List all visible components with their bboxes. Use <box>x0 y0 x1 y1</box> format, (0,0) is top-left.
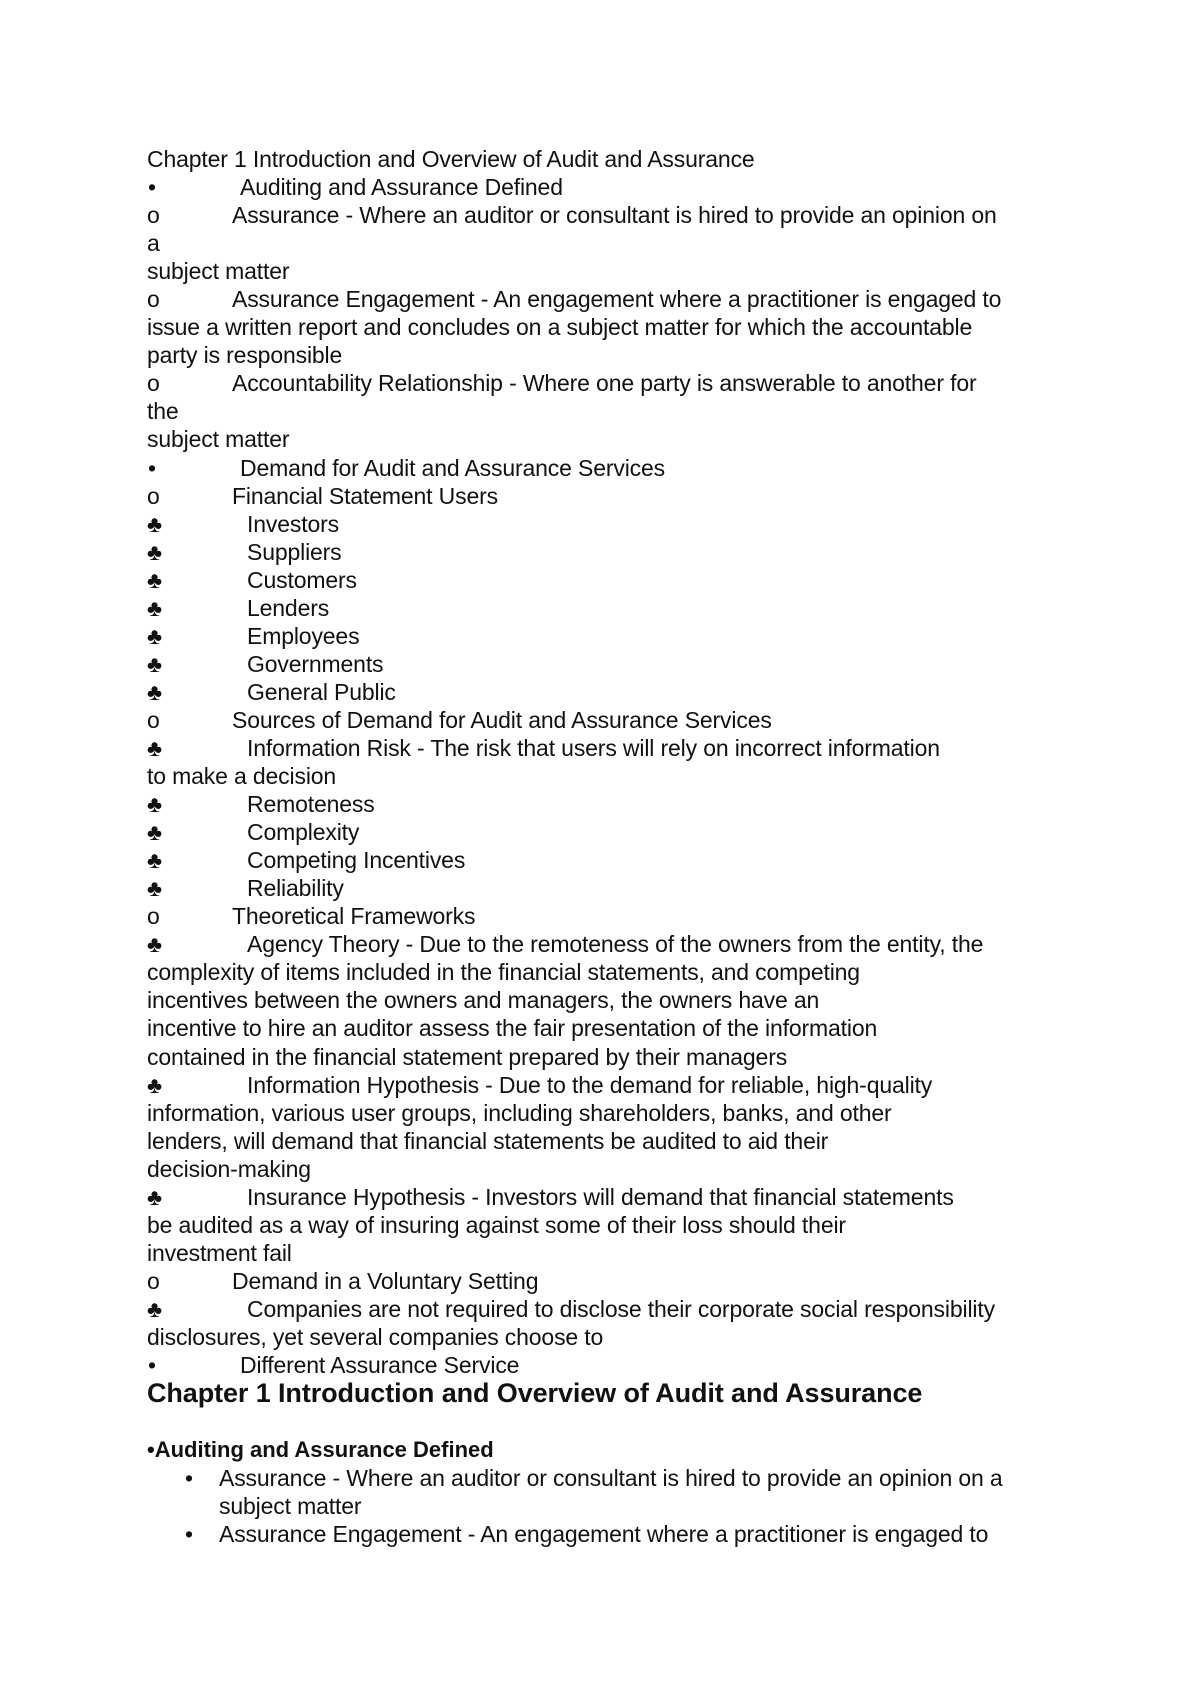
text-line <box>147 846 1067 874</box>
line-text: Accountability Relationship - Where one party is answerable to another for <box>232 370 977 397</box>
text-line <box>147 1127 1067 1155</box>
line-text: Customers <box>247 566 357 593</box>
circle-marker: o <box>147 903 160 930</box>
line-text: Investors <box>247 510 339 537</box>
line-text: Lenders <box>247 594 330 621</box>
club-marker: ♣ <box>147 622 162 649</box>
line-text: Suppliers <box>247 538 342 565</box>
formatted-notes <box>147 1376 1077 1548</box>
text-line <box>147 762 1067 790</box>
line-text: Assurance - Where an auditor or consultant is hired to provide an opinion on <box>232 202 997 229</box>
line-text: Different Assurance Service <box>240 1352 520 1379</box>
text-line <box>147 1183 1067 1211</box>
list-item-text: Assurance Engagement - An engagement where a practitioner is engaged to <box>219 1521 989 1547</box>
club-marker: ♣ <box>147 650 162 677</box>
line-text: Demand in a Voluntary Setting <box>232 1267 539 1294</box>
plain-text-notes <box>147 145 1067 1379</box>
text-line <box>147 454 1067 482</box>
text-line <box>147 1211 1067 1239</box>
line-text: Financial Statement Users <box>232 482 498 509</box>
line-text: party is responsible <box>147 342 343 369</box>
line-text: issue a written report and concludes on a subject matter for which the accountable <box>147 314 973 341</box>
text-line <box>147 706 1067 734</box>
line-text: Reliability <box>247 875 344 902</box>
text-line <box>147 1351 1067 1379</box>
club-marker: ♣ <box>147 1071 162 1098</box>
line-text: the <box>147 398 179 425</box>
line-text: Competing Incentives <box>247 847 466 874</box>
club-marker: ♣ <box>147 510 162 537</box>
text-line <box>147 201 1067 229</box>
bullet-marker: • <box>185 1521 193 1547</box>
bullet-marker: • <box>148 1352 156 1379</box>
line-text: incentive to hire an auditor assess the fair presentation of the information <box>147 1015 878 1042</box>
text-line <box>147 930 1067 958</box>
chapter-heading: Chapter 1 Introduction and Overview of Audit and Assurance <box>147 1378 923 1408</box>
club-marker: ♣ <box>147 594 162 621</box>
text-line <box>147 818 1067 846</box>
club-marker: ♣ <box>147 847 162 874</box>
text-line <box>147 734 1067 762</box>
line-text: Complexity <box>247 819 360 846</box>
line-text: Employees <box>247 622 360 649</box>
club-marker: ♣ <box>147 566 162 593</box>
text-line <box>147 986 1067 1014</box>
line-text: Insurance Hypothesis - Investors will demand that financial statements <box>247 1183 954 1210</box>
section-heading-auditing-defined: •Auditing and Assurance Defined <box>147 1437 494 1462</box>
text-line <box>147 902 1067 930</box>
club-marker: ♣ <box>147 538 162 565</box>
club-marker: ♣ <box>147 1295 162 1322</box>
text-line <box>147 313 1067 341</box>
text-line <box>147 425 1067 453</box>
line-text: disclosures, yet several companies choose to <box>147 1323 604 1350</box>
line-text: Theoretical Frameworks <box>232 903 476 930</box>
line-text: complexity of items included in the financial statements, and competing <box>147 959 860 986</box>
text-line <box>147 285 1067 313</box>
text-line <box>147 538 1067 566</box>
circle-marker: o <box>147 286 160 313</box>
text-line <box>147 1071 1067 1099</box>
list-item <box>185 1464 1077 1520</box>
text-line <box>147 1295 1067 1323</box>
list-item-text: Assurance - Where an auditor or consultant is hired to provide an opinion on a subject matter <box>219 1465 1003 1519</box>
text-line <box>147 622 1067 650</box>
text-line <box>147 1043 1067 1071</box>
circle-marker: o <box>147 706 160 733</box>
line-text: information, various user groups, including shareholders, banks, and other <box>147 1099 892 1126</box>
line-text: Demand for Audit and Assurance Services <box>240 454 665 481</box>
line-text: Assurance Engagement - An engagement where a practitioner is engaged to <box>232 286 1002 313</box>
text-line <box>147 397 1067 425</box>
line-text: Chapter 1 Introduction and Overview of Audit and Assurance <box>147 146 755 172</box>
text-line <box>147 229 1067 257</box>
line-text: be audited as a way of insuring against some of their loss should their <box>147 1211 846 1238</box>
text-line <box>147 482 1067 510</box>
text-line <box>147 566 1067 594</box>
text-line <box>147 1014 1067 1042</box>
text-line <box>147 650 1067 678</box>
bullet-marker: • <box>148 174 156 201</box>
line-text: Governments <box>247 650 384 677</box>
circle-marker: o <box>147 370 160 397</box>
circle-marker: o <box>147 202 160 229</box>
text-line <box>147 257 1067 285</box>
club-marker: ♣ <box>147 678 162 705</box>
text-line <box>147 145 1067 173</box>
line-text: Agency Theory - Due to the remoteness of the owners from the entity, the <box>247 931 984 958</box>
text-line <box>147 341 1067 369</box>
text-line <box>147 369 1067 397</box>
line-text: Information Hypothesis - Due to the demand for reliable, high-quality <box>247 1071 933 1098</box>
line-text: lenders, will demand that financial statements be audited to aid their <box>147 1127 829 1154</box>
line-text: General Public <box>247 678 396 705</box>
line-text: a <box>147 230 160 257</box>
text-line <box>147 1267 1067 1295</box>
text-line <box>147 1099 1067 1127</box>
club-marker: ♣ <box>147 875 162 902</box>
text-line <box>147 790 1067 818</box>
bullet-marker: • <box>185 1465 193 1491</box>
text-line <box>147 958 1067 986</box>
line-text: incentives between the owners and managers, the owners have an <box>147 987 820 1014</box>
club-marker: ♣ <box>147 1183 162 1210</box>
club-marker: ♣ <box>147 791 162 818</box>
line-text: decision-making <box>147 1155 311 1182</box>
line-text: Sources of Demand for Audit and Assurance Services <box>232 706 772 733</box>
line-text: contained in the financial statement prepared by their managers <box>147 1043 788 1070</box>
line-text: Auditing and Assurance Defined <box>240 174 563 201</box>
line-text: Information Risk - The risk that users will rely on incorrect information <box>247 734 940 761</box>
line-text: subject matter <box>147 258 290 285</box>
club-marker: ♣ <box>147 819 162 846</box>
line-text: Remoteness <box>247 791 375 818</box>
club-marker: ♣ <box>147 931 162 958</box>
text-line <box>147 874 1067 902</box>
text-line <box>147 1155 1067 1183</box>
text-line <box>147 1239 1067 1267</box>
circle-marker: o <box>147 1267 160 1294</box>
line-text: investment fail <box>147 1239 292 1266</box>
text-line <box>147 594 1067 622</box>
text-line <box>147 1323 1067 1351</box>
definition-list <box>147 1464 1077 1548</box>
text-line <box>147 678 1067 706</box>
club-marker: ♣ <box>147 734 162 761</box>
circle-marker: o <box>147 482 160 509</box>
list-item <box>185 1520 1077 1548</box>
text-line <box>147 173 1067 201</box>
line-text: subject matter <box>147 426 290 453</box>
line-text: to make a decision <box>147 763 337 790</box>
text-line <box>147 510 1067 538</box>
line-text: Companies are not required to disclose their corporate social responsibility <box>247 1295 995 1322</box>
bullet-marker: • <box>148 454 156 481</box>
